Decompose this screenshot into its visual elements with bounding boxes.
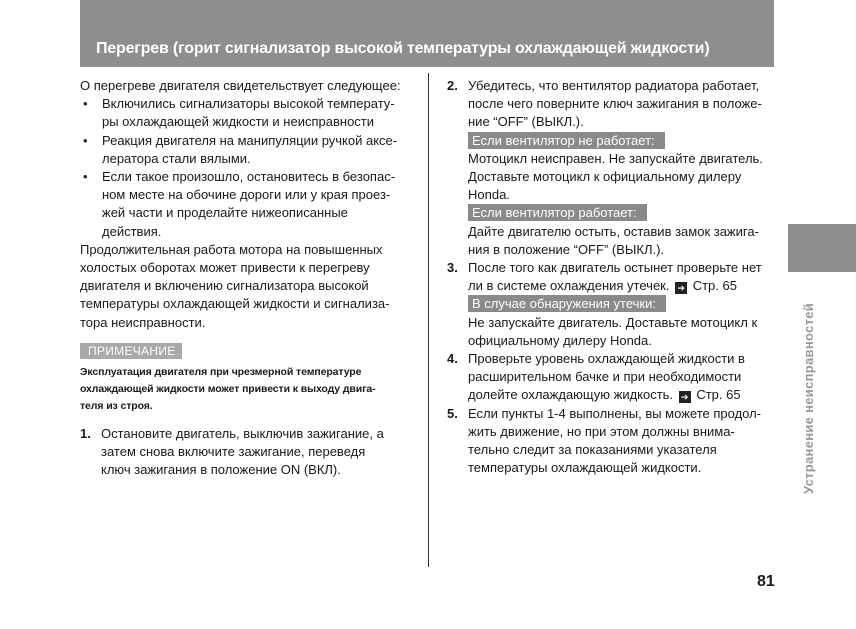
intro-text: О перегреве двигателя свидетельствует следующее:: [80, 78, 401, 93]
symptom-list: [80, 95, 405, 241]
page-ref-link[interactable]: Стр. 65: [696, 387, 741, 403]
steps-left: [80, 425, 405, 480]
step-1: 1. Остановите двигатель, выключив зажигание, а затем снова включите зажигание, переведя ключ зажигания в положение ON (ВКЛ).: [80, 426, 384, 478]
step-number: 2.: [447, 78, 458, 93]
condition-leak-found: В случае обнаружения утечки:: [468, 295, 666, 312]
step-number: 3.: [447, 260, 458, 276]
list-item: • Включились сигнализаторы высокой температу- ры охлаждающей жидкости и неисправности: [83, 96, 395, 130]
left-column: [80, 77, 405, 480]
list-item: • Если такое произошло, остановитесь в безопас- ном месте на обочине дороги или у края проез- жей части и проделайте нижеописанные действия.: [83, 169, 396, 239]
page-number: 81: [757, 573, 775, 590]
right-column: [447, 77, 777, 477]
step-number: 5.: [447, 405, 458, 421]
section-side-label: Устранение неисправностей: [801, 302, 816, 494]
step-number: 4.: [447, 351, 458, 367]
page-ref-icon: ➔: [675, 282, 687, 294]
column-divider: [428, 73, 429, 567]
section-header: [80, 0, 774, 67]
steps-right: [447, 77, 777, 477]
step-4: 4. Проверьте уровень охлаждающей жидкости в расширительном бачке и при необходимости долейте охлаждающую жидкость. ➔ Стр. 65: [447, 351, 745, 403]
section-tab-marker: [788, 224, 856, 272]
note-text: Эксплуатация двигателя при чрезмерной температуре охлаждающей жидкости может привести к выходу двига- теля из строя.: [80, 366, 376, 413]
condition-fan-working: Если вентилятор работает:: [468, 204, 647, 221]
bullet-icon: •: [83, 132, 88, 148]
page-ref-link[interactable]: Стр. 65: [692, 278, 737, 294]
bullet-icon: •: [83, 96, 88, 112]
step-2: 2. Убедитесь, что вентилятор радиатора работает, после чего поверните ключ зажигания в положе- ние “OFF” (ВЫКЛ.). Если вентилятор не работает: Мотоцикл неисправен. Не запускайте двигатель. Доставьте мотоцикл к официальному дилеру Honda. Если вентилятор работает: Дайте двигателю остыть, оставив замок зажига- ния в положение “OFF” (ВЫКЛ.).: [447, 78, 763, 257]
step-5: 5. Если пункты 1-4 выполнены, вы можете продол- жить движение, но при этом должны внима- тельно следит за показаниями указателя температуры охлаждающей жидкости.: [447, 405, 762, 476]
list-item: • Реакция двигателя на манипуляции ручкой аксе- лератора стали вялыми.: [83, 132, 398, 166]
condition-fan-not-working: Если вентилятор не работает:: [468, 132, 665, 149]
bullet-icon: •: [83, 169, 88, 185]
step-3: 3. После того как двигатель остынет проверьте нет ли в системе охлаждения утечек. ➔ Стр. 65 В случае обнаружения утечки: Не запускайте двигатель. Доставьте мотоцикл к официальному дилеру Honda.: [447, 260, 762, 348]
step-number: 1.: [80, 426, 91, 442]
section-title: Перегрев (горит сигнализатор высокой температуры охлаждающей жидкости): [96, 40, 710, 57]
page-ref-icon: ➔: [679, 391, 691, 403]
warning-paragraph: Продолжительная работа мотора на повышенных холостых оборотах может привести к перегреву двигателя и включению сигнализатора высокой температуры охлаждающей жидкости и сигнализа- тора неисправности.: [80, 241, 390, 330]
note-label: ПРИМЕЧАНИЕ: [80, 343, 182, 359]
